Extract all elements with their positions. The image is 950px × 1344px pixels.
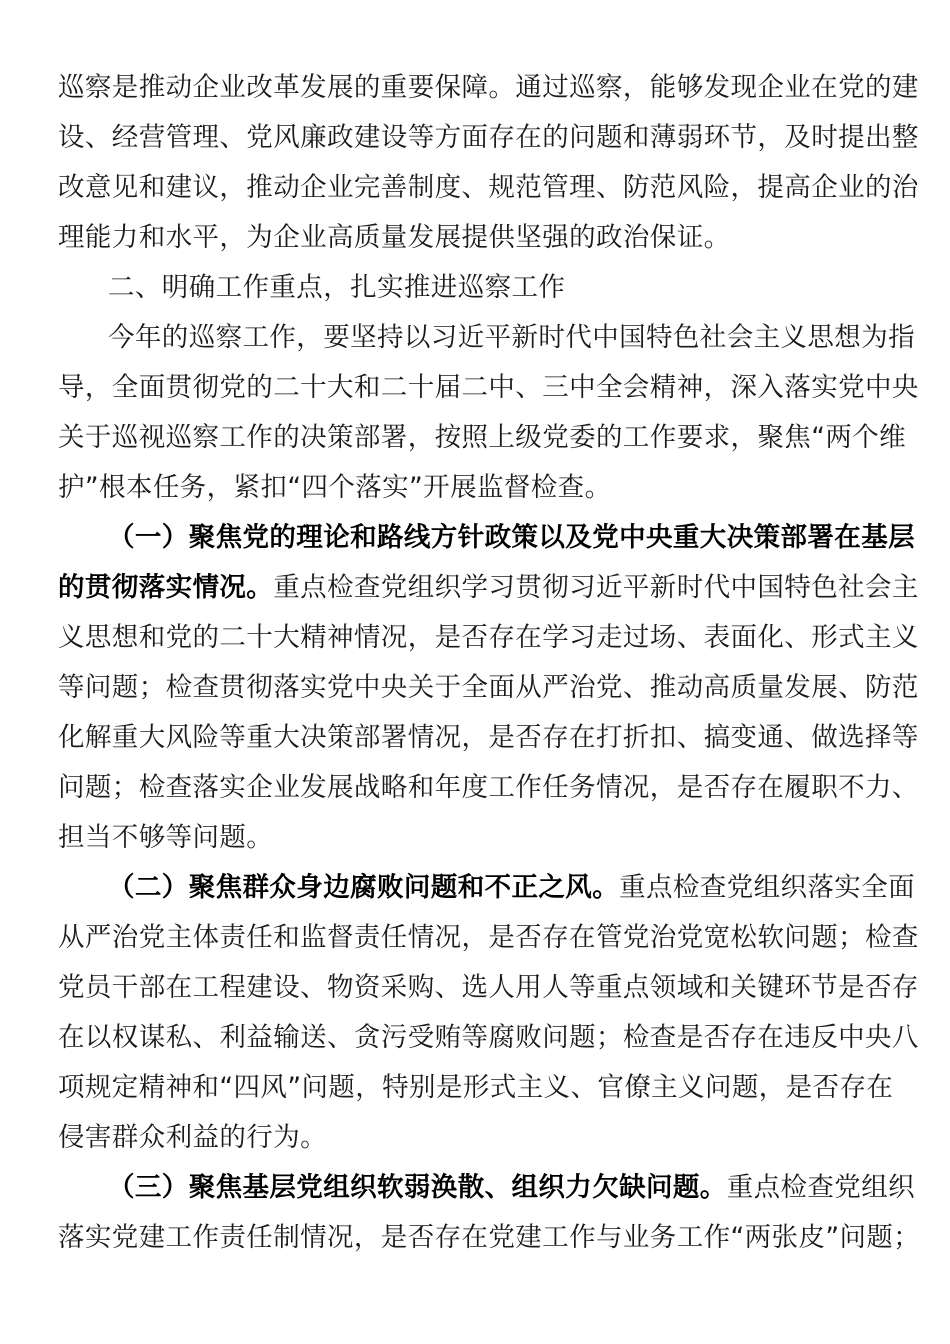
paragraph-line: 今年的巡察工作，要坚持以习近平新时代中国特色社会主义思想为指 — [108, 322, 915, 353]
paragraph-line: 化解重大风险等重大决策部署情况，是否存在打折扣、搞变通、做选择等 — [58, 722, 919, 753]
paragraph-line: 问题；检查落实企业发展战略和年度工作任务情况，是否存在履职不力、 — [58, 772, 919, 803]
paragraph-line — [108, 868, 915, 908]
paragraph-line — [58, 568, 919, 608]
paragraph-line: 巡察是推动企业改革发展的重要保障。通过巡察，能够发现企业在党的建 — [58, 72, 919, 103]
section-heading: 二、明确工作重点，扎实推进巡察工作 — [108, 272, 566, 303]
paragraph-line: 担当不够等问题。 — [58, 822, 274, 853]
paragraph-line: 义思想和党的二十大精神情况，是否存在学习走过场、表面化、形式主义 — [58, 622, 919, 653]
item-heading: （二）聚焦群众身边腐败问题和不正之风。 — [108, 872, 620, 903]
paragraph-line: 等问题；检查贯彻落实党中央关于全面从严治党、推动高质量发展、防范 — [58, 672, 919, 703]
paragraph-line: 从严治党主体责任和监督责任情况，是否存在管党治党宽松软问题；检查 — [58, 922, 919, 953]
paragraph-line: 在以权谋私、利益输送、贪污受贿等腐败问题；检查是否存在违反中央八 — [58, 1022, 919, 1053]
paragraph-line: 改意见和建议，推动企业完善制度、规范管理、防范风险，提高企业的治 — [58, 172, 919, 203]
paragraph-line: 设、经营管理、党风廉政建设等方面存在的问题和薄弱环节，及时提出整 — [58, 122, 919, 153]
item-heading-continued: 的贯彻落实情况。 — [58, 572, 274, 603]
paragraph-line: 导，全面贯彻党的二十大和二十届二中、三中全会精神，深入落实党中央 — [58, 372, 919, 403]
paragraph-line: 侵害群众利益的行为。 — [58, 1122, 327, 1153]
paragraph-line: 党员干部在工程建设、物资采购、选人用人等重点领域和关键环节是否存 — [58, 972, 919, 1003]
paragraph-line — [108, 1168, 915, 1208]
paragraph-line: 护”根本任务，紧扣“四个落实”开展监督检查。 — [58, 472, 612, 503]
paragraph-line: 落实党建工作责任制情况，是否存在党建工作与业务工作“两张皮”问题； — [58, 1222, 921, 1253]
item-body-text: 重点检查党组织落实全面 — [619, 872, 916, 903]
paragraph-line: 关于巡视巡察工作的决策部署，按照上级党委的工作要求，聚焦“两个维 — [58, 422, 907, 453]
item-heading: （一）聚焦党的理论和路线方针政策以及党中央重大决策部署在基层 — [108, 522, 915, 553]
item-body-text: 重点检查党组织 — [726, 1172, 916, 1203]
paragraph-line: 项规定精神和“四风”问题，特别是形式主义、官僚主义问题，是否存在 — [58, 1072, 894, 1103]
item-heading: （三）聚焦基层党组织软弱涣散、组织力欠缺问题。 — [108, 1172, 727, 1203]
item-body-text: 重点检查党组织学习贯彻习近平新时代中国特色社会主 — [273, 572, 919, 603]
paragraph-line: 理能力和水平，为企业高质量发展提供坚强的政治保证。 — [58, 222, 731, 253]
